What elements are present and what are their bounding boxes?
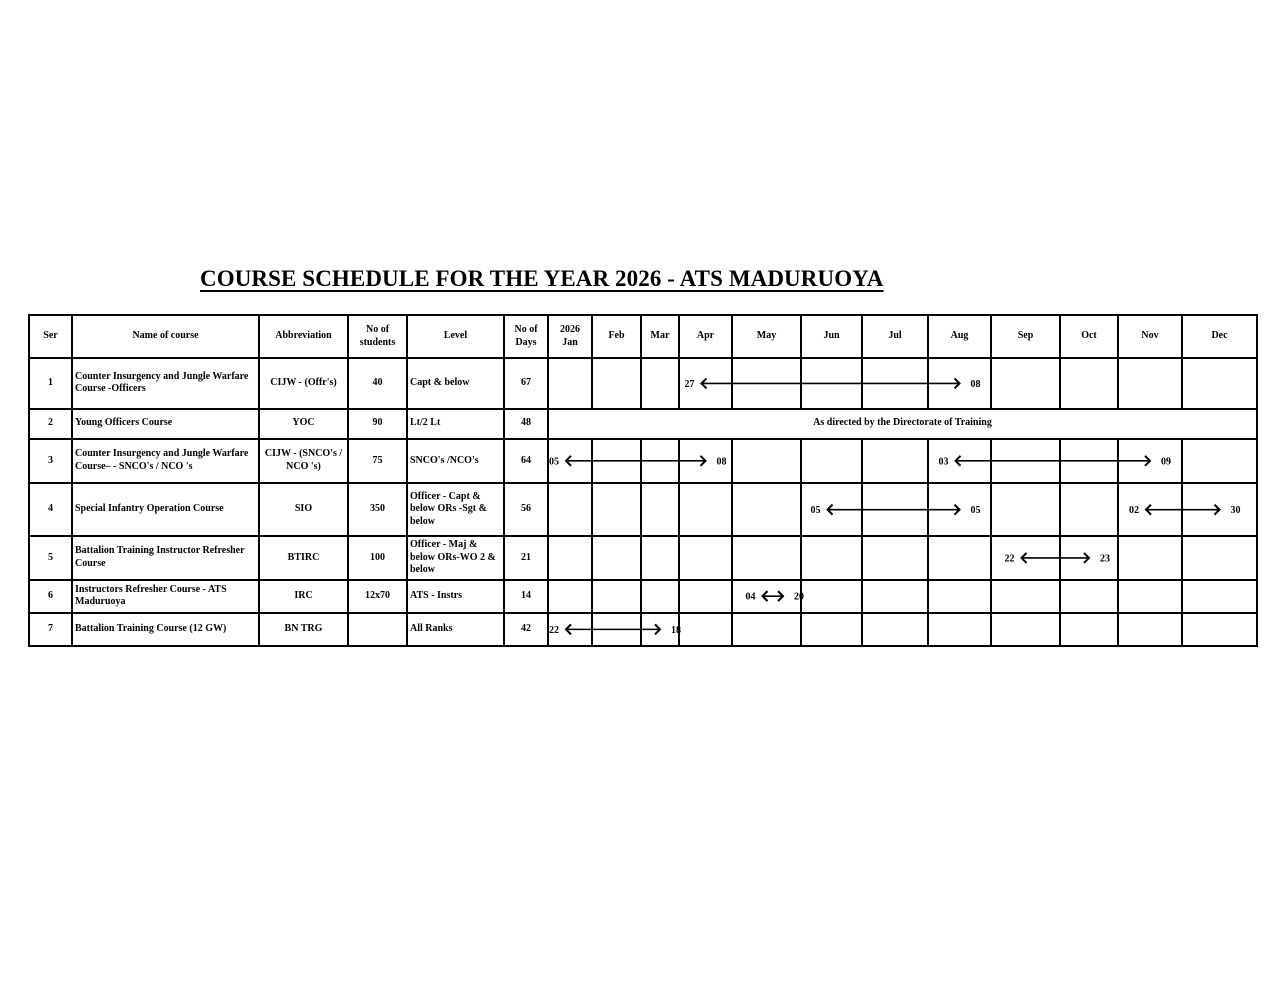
month-cell [548, 358, 592, 408]
month-cell [1118, 358, 1182, 408]
month-cell [548, 483, 592, 536]
cell-days: 48 [504, 409, 548, 439]
cell-level: Officer - Capt & below ORs -Sgt & below [407, 483, 504, 536]
cell-abbreviation: SIO [259, 483, 348, 536]
month-cell [801, 536, 862, 579]
month-cell [991, 536, 1060, 579]
cell-ser: 7 [29, 613, 72, 646]
month-cell [679, 483, 732, 536]
header-abbreviation: Abbreviation [259, 315, 348, 358]
span-end-date: 08 [716, 456, 727, 468]
month-cell [928, 439, 991, 483]
span-start-date: 05 [549, 456, 559, 468]
header-month-apr: Apr [679, 315, 732, 358]
month-cell [732, 439, 801, 483]
month-cell [928, 358, 991, 408]
month-cell [641, 358, 679, 408]
cell-level: Officer - Maj & below ORs-WO 2 & below [407, 536, 504, 579]
month-cell [991, 439, 1060, 483]
cell-ser: 1 [29, 358, 72, 408]
cell-abbreviation: CIJW - (Offr's) [259, 358, 348, 408]
span-end-date: 23 [1100, 553, 1110, 565]
cell-ser: 4 [29, 483, 72, 536]
header-month-jun: Jun [801, 315, 862, 358]
table-row [29, 613, 1257, 646]
month-cell [548, 439, 592, 483]
month-cell [862, 580, 928, 613]
table-row [29, 439, 1257, 483]
month-cell [1182, 536, 1257, 579]
month-cell [679, 580, 732, 613]
header-days: No of Days [504, 315, 548, 358]
span-start-date: 27 [684, 378, 695, 390]
header-month-may: May [732, 315, 801, 358]
month-cell [679, 439, 732, 483]
month-cell [1182, 613, 1257, 646]
table-row [29, 580, 1257, 613]
month-cell [1118, 580, 1182, 613]
month-cell [1182, 439, 1257, 483]
month-cell [592, 580, 641, 613]
directorate-note: As directed by the Directorate of Training [548, 409, 1257, 439]
month-cell [862, 483, 928, 536]
cell-abbreviation: BTIRC [259, 536, 348, 579]
cell-ser: 5 [29, 536, 72, 579]
month-cell [1118, 439, 1182, 483]
month-cell [1182, 483, 1257, 536]
cell-level: All Ranks [407, 613, 504, 646]
cell-course-name: Young Officers Course [72, 409, 259, 439]
header-month-dec: Dec [1182, 315, 1257, 358]
month-cell [1060, 439, 1118, 483]
month-cell [592, 358, 641, 408]
month-cell [862, 536, 928, 579]
cell-days: 42 [504, 613, 548, 646]
month-cell [1182, 580, 1257, 613]
span-start-date: 04 [745, 591, 756, 603]
month-cell [862, 358, 928, 408]
month-cell [732, 613, 801, 646]
header-ser: Ser [29, 315, 72, 358]
header-row [29, 315, 1257, 358]
cell-ser: 3 [29, 439, 72, 483]
month-cell [1060, 483, 1118, 536]
cell-students: 12x70 [348, 580, 407, 613]
month-cell [1060, 358, 1118, 408]
cell-level: SNCO's /NCO's [407, 439, 504, 483]
span-start-date: 03 [938, 456, 949, 468]
span-end-date: 18 [671, 624, 681, 636]
header-month-mar: Mar [641, 315, 679, 358]
cell-level: Lt/2 Lt [407, 409, 504, 439]
month-cell [1118, 483, 1182, 536]
cell-ser: 2 [29, 409, 72, 439]
cell-course-name: Counter Insurgency and Jungle Warfare Course -Officers [72, 358, 259, 408]
cell-students: 350 [348, 483, 407, 536]
month-cell [548, 536, 592, 579]
month-cell [801, 358, 862, 408]
cell-students: 75 [348, 439, 407, 483]
header-students: No of students [348, 315, 407, 358]
month-cell [801, 439, 862, 483]
month-cell [862, 439, 928, 483]
month-cell [641, 613, 679, 646]
month-cell [641, 580, 679, 613]
month-cell [1060, 613, 1118, 646]
header-month-aug: Aug [928, 315, 991, 358]
span-start-date: 22 [1004, 553, 1015, 565]
month-cell [732, 483, 801, 536]
month-cell [592, 483, 641, 536]
month-cell [991, 358, 1060, 408]
cell-days: 21 [504, 536, 548, 579]
span-end-date: 08 [970, 378, 981, 390]
header-month-jan: 2026 Jan [548, 315, 592, 358]
month-cell [592, 613, 641, 646]
month-cell [732, 536, 801, 579]
span-end-date: 05 [970, 505, 981, 517]
span-end-date: 20 [794, 591, 804, 603]
table-row [29, 536, 1257, 579]
month-cell [679, 358, 732, 408]
month-cell [991, 613, 1060, 646]
header-month-feb: Feb [592, 315, 641, 358]
cell-students: 90 [348, 409, 407, 439]
cell-level: Capt & below [407, 358, 504, 408]
schedule-table-wrapper [28, 314, 1256, 647]
table-row [29, 483, 1257, 536]
span-start-date: 02 [1129, 505, 1139, 517]
cell-course-name: Instructors Refresher Course - ATS Maduruoya [72, 580, 259, 613]
table-row [29, 409, 1257, 439]
month-cell [928, 613, 991, 646]
cell-level: ATS - Instrs [407, 580, 504, 613]
page-title: COURSE SCHEDULE FOR THE YEAR 2026 - ATS MADURUOYA [200, 266, 884, 291]
month-cell [801, 580, 862, 613]
header-name: Name of course [72, 315, 259, 358]
cell-students: 40 [348, 358, 407, 408]
header-month-sep: Sep [991, 315, 1060, 358]
table-row [29, 358, 1257, 408]
month-cell [991, 483, 1060, 536]
month-cell [928, 580, 991, 613]
cell-abbreviation: YOC [259, 409, 348, 439]
month-cell [732, 358, 801, 408]
header-month-nov: Nov [1118, 315, 1182, 358]
cell-students [348, 613, 407, 646]
month-cell [592, 439, 641, 483]
header-month-jul: Jul [862, 315, 928, 358]
month-cell [679, 536, 732, 579]
month-cell [928, 536, 991, 579]
span-start-date: 05 [810, 505, 821, 517]
cell-days: 67 [504, 358, 548, 408]
month-cell [801, 613, 862, 646]
cell-ser: 6 [29, 580, 72, 613]
month-cell [732, 580, 801, 613]
month-cell [592, 536, 641, 579]
span-start-date: 22 [549, 624, 559, 636]
cell-abbreviation: IRC [259, 580, 348, 613]
cell-course-name: Special Infantry Operation Course [72, 483, 259, 536]
month-cell [548, 580, 592, 613]
cell-days: 56 [504, 483, 548, 536]
header-month-oct: Oct [1060, 315, 1118, 358]
cell-course-name: Battalion Training Course (12 GW) [72, 613, 259, 646]
month-cell [991, 580, 1060, 613]
month-cell [1060, 580, 1118, 613]
cell-abbreviation: CIJW - (SNCO's / NCO 's) [259, 439, 348, 483]
cell-days: 14 [504, 580, 548, 613]
span-end-date: 09 [1161, 456, 1171, 468]
cell-students: 100 [348, 536, 407, 579]
month-cell [641, 439, 679, 483]
month-cell [1118, 613, 1182, 646]
month-cell [1118, 536, 1182, 579]
header-level: Level [407, 315, 504, 358]
month-cell [679, 613, 732, 646]
month-cell [641, 483, 679, 536]
cell-course-name: Battalion Training Instructor Refresher Course [72, 536, 259, 579]
cell-days: 64 [504, 439, 548, 483]
month-cell [1182, 358, 1257, 408]
month-cell [548, 613, 592, 646]
month-cell [1060, 536, 1118, 579]
month-cell [862, 613, 928, 646]
month-cell [928, 483, 991, 536]
cell-abbreviation: BN TRG [259, 613, 348, 646]
month-cell [801, 483, 862, 536]
cell-course-name: Counter Insurgency and Jungle Warfare Course– - SNCO's / NCO 's [72, 439, 259, 483]
span-end-date: 30 [1230, 505, 1241, 517]
schedule-table [28, 314, 1258, 647]
month-cell [641, 536, 679, 579]
